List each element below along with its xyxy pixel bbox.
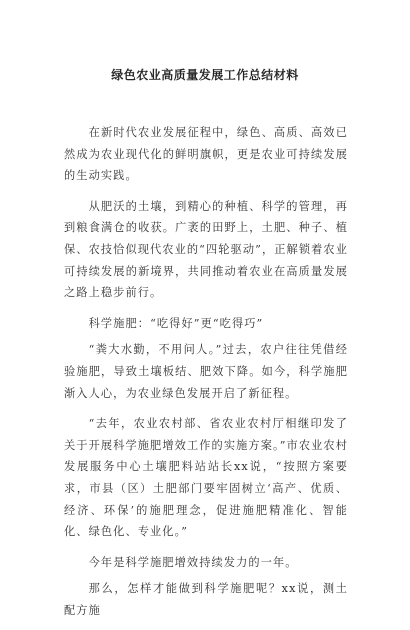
paragraph: “去年，农业农村部、省农业农村厅相继印发了关于开展科学施肥增效工作的实施方案。”市农业农村发展服务中心土壤肥料站站长xx说，“按照方案要求，市县（区）土肥部门要牢固树立‘高产、优质、经济、环保’的施肥理念，促进施肥精准化、智能化、绿色化、专业化。” (64, 417, 348, 539)
document-title: 绿色农业高质量发展工作总结材料 (111, 68, 299, 82)
paragraph: 那么，怎样才能做到科学施肥呢？xx说，测土配方施 (64, 582, 348, 617)
paragraph: “粪大水勤，不用问人。”过去，农户往往凭借经验施肥，导致土壤板结、肥效下降。如今，科学施肥渐入人心，为农业绿色发展开启了新征程。 (64, 343, 348, 400)
paragraph: 从肥沃的土壤，到精心的种植、科学的管理，再到粮食满仓的收获。广袤的田野上，土肥、种子、植保、农技恰似现代农业的“四轮驱动”，正解锁着农业可持续发展的新境界，共同推动着农业在高质量发展之路上稳步前行。 (64, 199, 348, 300)
section-heading: 科学施肥：“吃得好”更“吃得巧” (88, 316, 264, 330)
paragraph: 在新时代农业发展征程中，绿色、高质、高效已然成为农业现代化的鲜明旗帜，更是农业可持续发展的生动实践。 (64, 126, 348, 183)
paragraph: 今年是科学施肥增效持续发力的一年。 (88, 555, 298, 569)
document-body (64, 122, 348, 630)
